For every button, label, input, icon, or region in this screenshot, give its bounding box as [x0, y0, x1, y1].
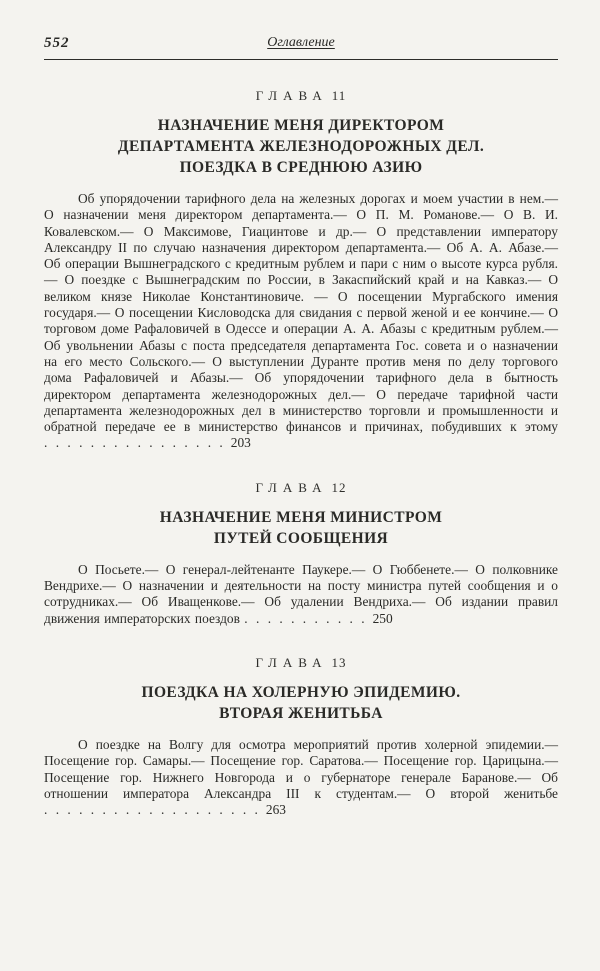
chapter-title-line: ПУТЕЙ СООБЩЕНИЯ	[213, 529, 389, 547]
chapter-13-title	[44, 682, 558, 724]
chapter-title-line: НАЗНАЧЕНИЕ МЕНЯ МИНИСТРОМ	[159, 508, 443, 526]
chapter-title-line: ПОЕЗДКА НА ХОЛЕРНУЮ ЭПИДЕМИЮ.	[141, 683, 461, 701]
leader-dots: . . . . . . . . . . .	[244, 610, 367, 626]
running-title: Оглавление	[267, 35, 335, 50]
chapter-heading-number: 13	[331, 654, 347, 670]
chapter-11-title	[44, 115, 558, 178]
page-header	[44, 34, 558, 54]
chapter-12-title	[44, 507, 558, 549]
chapter-13-summary	[44, 737, 558, 818]
header-rule	[44, 59, 558, 60]
chapter-summary-text: Об упорядочении тарифного дела на железных дорогах и моем участии в нем.— О назначении меня директором департамента.— О П. М. Романове.— О В. И. Ковалевском.— О Максимове, Гиацинтове и др.— О представлении императору Александру II по случаю назначения директором департамента.— Об А. А. Абазе.— Об операции Вышнеградского с кредитным рублем и пари с ним о высоте курса рубля.— О поездке с Вышнеградским по России, в Закаспийский край и на Кавказ.— О великом князе Николае Константиновиче. — О посещении Мургабского имения государя.— О посещении Кисловодска для свидания с первой женой и ее кончине.— О торговом доме Рафаловичей в Одессе и операции А. А. Абазы с кредитным рублем.— Об увольнении Абазы с поста председателя департамента Гос. совета и о назначении на его место Сольского.— О выступлении Дуранте против меня по делу торгового дома Рафаловичей и Абазы.— Об упорядочении тарифного дела в бытность директором департамента железнодорожных дел.— О передаче тарифной части департамента железнодорожных дел в министерство торговли и промышленности и обратной передаче ее в министерство финансов и причинах, побудивших к этому	[44, 191, 558, 435]
chapter-page-ref: 250	[372, 610, 393, 626]
chapter-page-ref: 263	[265, 802, 286, 818]
chapter-12	[44, 480, 558, 627]
chapter-page-ref: 203	[230, 435, 251, 451]
chapter-heading-word: ГЛАВА	[255, 654, 328, 670]
chapter-12-summary	[44, 562, 558, 627]
chapter-11-summary	[44, 191, 558, 452]
chapter-title-line: ВТОРАЯ ЖЕНИТЬБА	[219, 704, 383, 722]
chapter-title-line: ПОЕЗДКА В СРЕДНЮЮ АЗИЮ	[179, 159, 423, 176]
chapter-heading-number: 12	[331, 479, 347, 495]
chapter-summary-text: О Посьете.— О генерал-лейтенанте Паукере.— О Гюббенете.— О полковнике Вендрихе.— О назначении и деятельности на посту министра путей сообщения и о сотрудниках.— Об Иващенкове.— Об удалении Вендриха.— Об издании правил движения императорских поездов	[44, 561, 558, 626]
chapter-11-heading	[44, 88, 558, 104]
chapter-heading-number: 11	[331, 88, 347, 103]
leader-dots: . . . . . . . . . . . . . . . .	[44, 435, 225, 451]
chapter-title-line: ДЕПАРТАМЕНТА ЖЕЛЕЗНОДОРОЖНЫХ ДЕЛ.	[117, 138, 485, 155]
leader-dots: . . . . . . . . . . . . . . . . . . .	[44, 802, 260, 818]
chapter-heading-word: ГЛАВА	[255, 479, 328, 495]
chapter-12-heading	[44, 480, 558, 496]
chapter-13	[44, 655, 558, 818]
chapter-title-line: НАЗНАЧЕНИЕ МЕНЯ ДИРЕКТОРОМ	[157, 117, 445, 134]
chapter-13-heading	[44, 655, 558, 671]
chapter-summary-text: О поездке на Волгу для осмотра мероприятий против холерной эпидемии.— Посещение гор. Самары.— Посещение гор. Саратова.— Посещение гор. Царицына.— Посещение гор. Нижнего Новгорода и о губернаторе генерале Баранове.— Об отношении императора Александра III к студентам.— О второй женитьбе	[44, 736, 558, 801]
chapter-heading-word: ГЛАВА	[255, 88, 328, 103]
chapter-11	[44, 88, 558, 452]
page-number: 552	[44, 35, 70, 51]
